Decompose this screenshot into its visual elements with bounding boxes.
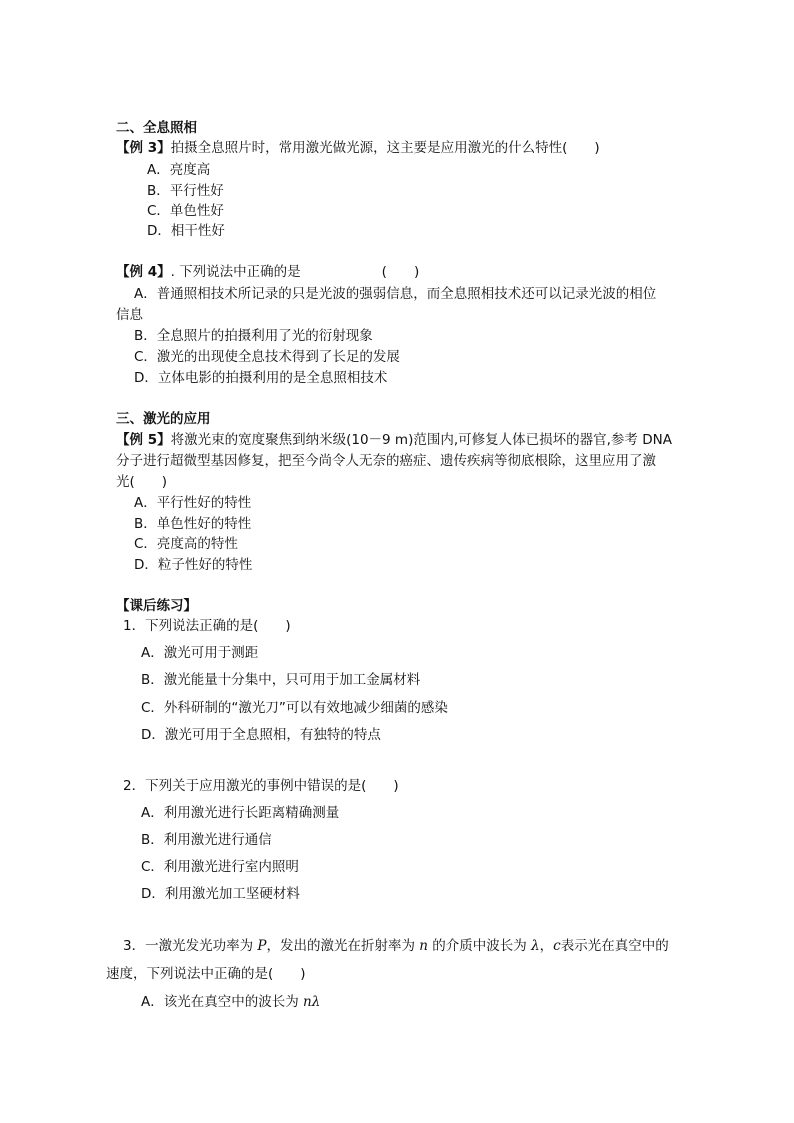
example-3-option-d: D．相干性好 <box>147 223 225 239</box>
example-5-stem-line1 <box>116 431 672 449</box>
question-1-stem: 1．下列说法正确的是( ) <box>123 618 291 634</box>
example-4-option-a-line1: A．普通照相技术所记录的只是光波的强弱信息，而全息照相技术还可以记录光波的相位 <box>134 286 657 302</box>
question-1-option-d: D．激光可用于全息照相，有独特的特点 <box>141 727 381 743</box>
example-5-option-a: A．平行性好的特性 <box>134 495 252 511</box>
q3-text-5: 表示光在真空中的 <box>560 938 669 954</box>
question-2-option-a: A．利用激光进行长距离精确测量 <box>141 805 340 821</box>
example-3-option-a: A．亮度高 <box>147 162 211 178</box>
section-heading-laser-applications: 三、激光的应用 <box>116 411 211 427</box>
example-5-option-d: D．粒子性好的特性 <box>134 557 253 573</box>
question-2-option-c: C．利用激光进行室内照明 <box>141 859 299 875</box>
example-3-option-c: C．单色性好 <box>147 203 224 219</box>
question-3-stem-line2: 速度，下列说法中正确的是( ) <box>106 966 306 982</box>
example-5-option-b: B．单色性好的特性 <box>134 516 252 532</box>
question-3-stem-line1 <box>123 937 669 955</box>
q3-var-n: n <box>419 938 428 954</box>
example-4-option-d: D．立体电影的拍摄利用的是全息照相技术 <box>134 370 388 386</box>
example-5-text-1: 将激光束的宽度聚焦到纳米级(10－9 m)范围内,可修复人体已损坏的器官,参考 DNA <box>170 432 672 448</box>
question-1-option-b: B．激光能量十分集中，只可用于加工金属材料 <box>141 672 421 688</box>
example-3-tag: 【例 3】 <box>116 140 171 156</box>
q3-text-3: 的介质中波长为 <box>427 938 532 954</box>
example-3-stem <box>116 139 600 157</box>
example-5-option-c: C．亮度高的特性 <box>134 536 238 552</box>
question-2-stem: 2．下列关于应用激光的事例中错误的是( ) <box>123 778 399 794</box>
question-2-option-d: D．利用激光加工坚硬材料 <box>141 886 300 902</box>
example-3-option-b: B．平行性好 <box>147 183 224 199</box>
example-5-stem-line3: 光( ) <box>116 474 168 490</box>
example-4-stem <box>116 263 419 281</box>
q3-option-a-var: nλ <box>303 994 321 1010</box>
example-4-tag: 【例 4】 <box>116 264 171 280</box>
section-heading-holography: 二、全息照相 <box>116 120 197 136</box>
question-1-option-c: C．外科研制的“激光刀”可以有效地减少细菌的感染 <box>141 700 448 716</box>
q3-text-4: ， <box>539 938 554 954</box>
question-1-option-a: A．激光可用于测距 <box>141 645 259 661</box>
q3-var-lambda: λ <box>531 938 540 954</box>
question-3-option-a <box>141 993 320 1011</box>
example-5-tag: 【例 5】 <box>116 432 171 448</box>
q3-var-c: c <box>553 938 561 954</box>
practice-heading: 【课后练习】 <box>116 598 197 614</box>
q3-text-1: 3．一激光发光功率为 <box>123 938 258 954</box>
example-4-option-b: B．全息照片的拍摄利用了光的衍射现象 <box>134 328 373 344</box>
example-3-text: 拍摄全息照片时，常用激光做光源，这主要是应用激光的什么特性( ) <box>170 140 600 156</box>
example-4-option-c: C．激光的出现使全息技术得到了长足的发展 <box>134 349 400 365</box>
example-4-option-a-line2: 信息 <box>116 307 143 323</box>
question-2-option-b: B．利用激光进行通信 <box>141 832 272 848</box>
q3-var-p: P <box>257 938 267 954</box>
example-5-stem-line2: 分子进行超微型基因修复，把至今尚令人无奈的癌症、遗传疾病等彻底根除，这里应用了激 <box>116 453 656 469</box>
example-4-text: . 下列说法中正确的是 ( ) <box>170 264 420 280</box>
q3-option-a-text: A．该光在真空中的波长为 <box>141 994 304 1010</box>
q3-text-2: ，发出的激光在折射率为 <box>266 938 420 954</box>
